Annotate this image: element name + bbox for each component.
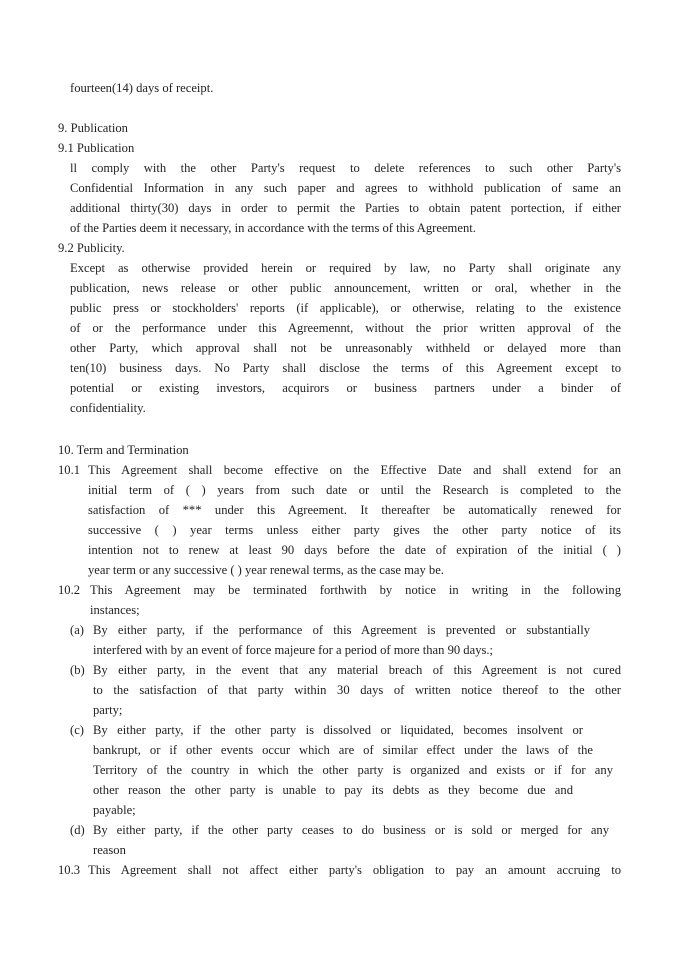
paragraph-line: instances; xyxy=(90,603,140,617)
paragraph-line: successive ( ) year terms unless either party gives the other party notice of its xyxy=(88,523,621,537)
paragraph-line: Except as otherwise provided herein or required by law, no Party shall originate any xyxy=(70,261,621,275)
paragraph-line: fourteen(14) days of receipt. xyxy=(70,81,214,95)
paragraph-line: year term or any successive ( ) year renewal terms, as the case may be. xyxy=(88,563,444,577)
paragraph-line: additional thirty(30) days in order to permit the Parties to obtain patent portection, if either xyxy=(70,201,621,215)
list-item-label: (a) xyxy=(70,623,84,637)
list-item-line: By either party, if the other party ceases to do business or is sold or merged for any xyxy=(93,823,609,837)
section-heading: 9. Publication xyxy=(58,121,128,135)
paragraph-line: initial term of ( ) years from such date or until the Research is completed to the xyxy=(88,483,621,497)
list-item-line: bankrupt, or if other events occur which are of similar effect under the laws of the xyxy=(93,743,593,757)
list-item-line: By either party, in the event that any material breach of this Agreement is not cured xyxy=(93,663,621,677)
subsection-heading: 9.2 Publicity. xyxy=(58,241,125,255)
paragraph-line: intention not to renew at least 90 days before the date of expiration of the initial ( ) xyxy=(88,543,621,557)
list-item-line: interfered with by an event of force majeure for a period of more than 90 days.; xyxy=(93,643,494,657)
paragraph-line: potential or existing investors, acquirors or business partners under a binder of xyxy=(70,381,621,395)
list-item-line: other reason the other party is unable to pay its debts as they become due and xyxy=(93,783,573,797)
paragraph-line: satisfaction of *** under this Agreement. It thereafter be automatically renewed for xyxy=(88,503,621,517)
list-item-line: By either party, if the performance of this Agreement is prevented or substantially xyxy=(93,623,590,637)
paragraph-line: ll comply with the other Party's request to delete references to such other Party's xyxy=(70,161,621,175)
list-item-line: to the satisfaction of that party within 30 days of written notice thereof to the other xyxy=(93,683,621,697)
paragraph-line: This Agreement shall not affect either party's obligation to pay an amount accruing to xyxy=(88,863,621,877)
paragraph-line: This Agreement may be terminated forthwith by notice in writing in the following xyxy=(90,583,621,597)
paragraph-line: of the Parties deem it necessary, in accordance with the terms of this Agreement. xyxy=(70,221,476,235)
paragraph-line: publication, news release or other public announcement, written or oral, whether in the xyxy=(70,281,621,295)
paragraph-line: of or the performance under this Agreemennt, without the prior written approval of the xyxy=(70,321,621,335)
list-item-label: (c) xyxy=(70,723,84,737)
subsection-heading: 9.1 Publication xyxy=(58,141,135,155)
paragraph-line: ten(10) business days. No Party shall disclose the terms of this Agreement except to xyxy=(70,361,621,375)
paragraph-line: other Party, which approval shall not be unreasonably withheld or delayed more than xyxy=(70,341,621,355)
clause-number: 10.2 xyxy=(58,583,81,597)
list-item-label: (d) xyxy=(70,823,85,837)
list-item-label: (b) xyxy=(70,663,85,677)
list-item-line: Territory of the country in which the other party is organized and exists or if for any xyxy=(93,763,613,777)
list-item-line: By either party, if the other party is dissolved or liquidated, becomes insolvent or xyxy=(93,723,583,737)
paragraph-line: Confidential Information in any such paper and agrees to withhold publication of same an xyxy=(70,181,621,195)
list-item-line: payable; xyxy=(93,803,136,817)
section-heading: 10. Term and Termination xyxy=(58,443,189,457)
clause-number: 10.3 xyxy=(58,863,81,877)
clause-number: 10.1 xyxy=(58,463,81,477)
paragraph-line: public press or stockholders' reports (if applicable), or otherwise, relating to the existence xyxy=(70,301,621,315)
paragraph-line: confidentiality. xyxy=(70,401,146,415)
list-item-line: party; xyxy=(93,703,123,717)
paragraph-line: This Agreement shall become effective on the Effective Date and shall extend for an xyxy=(88,463,621,477)
list-item-line: reason xyxy=(93,843,126,857)
